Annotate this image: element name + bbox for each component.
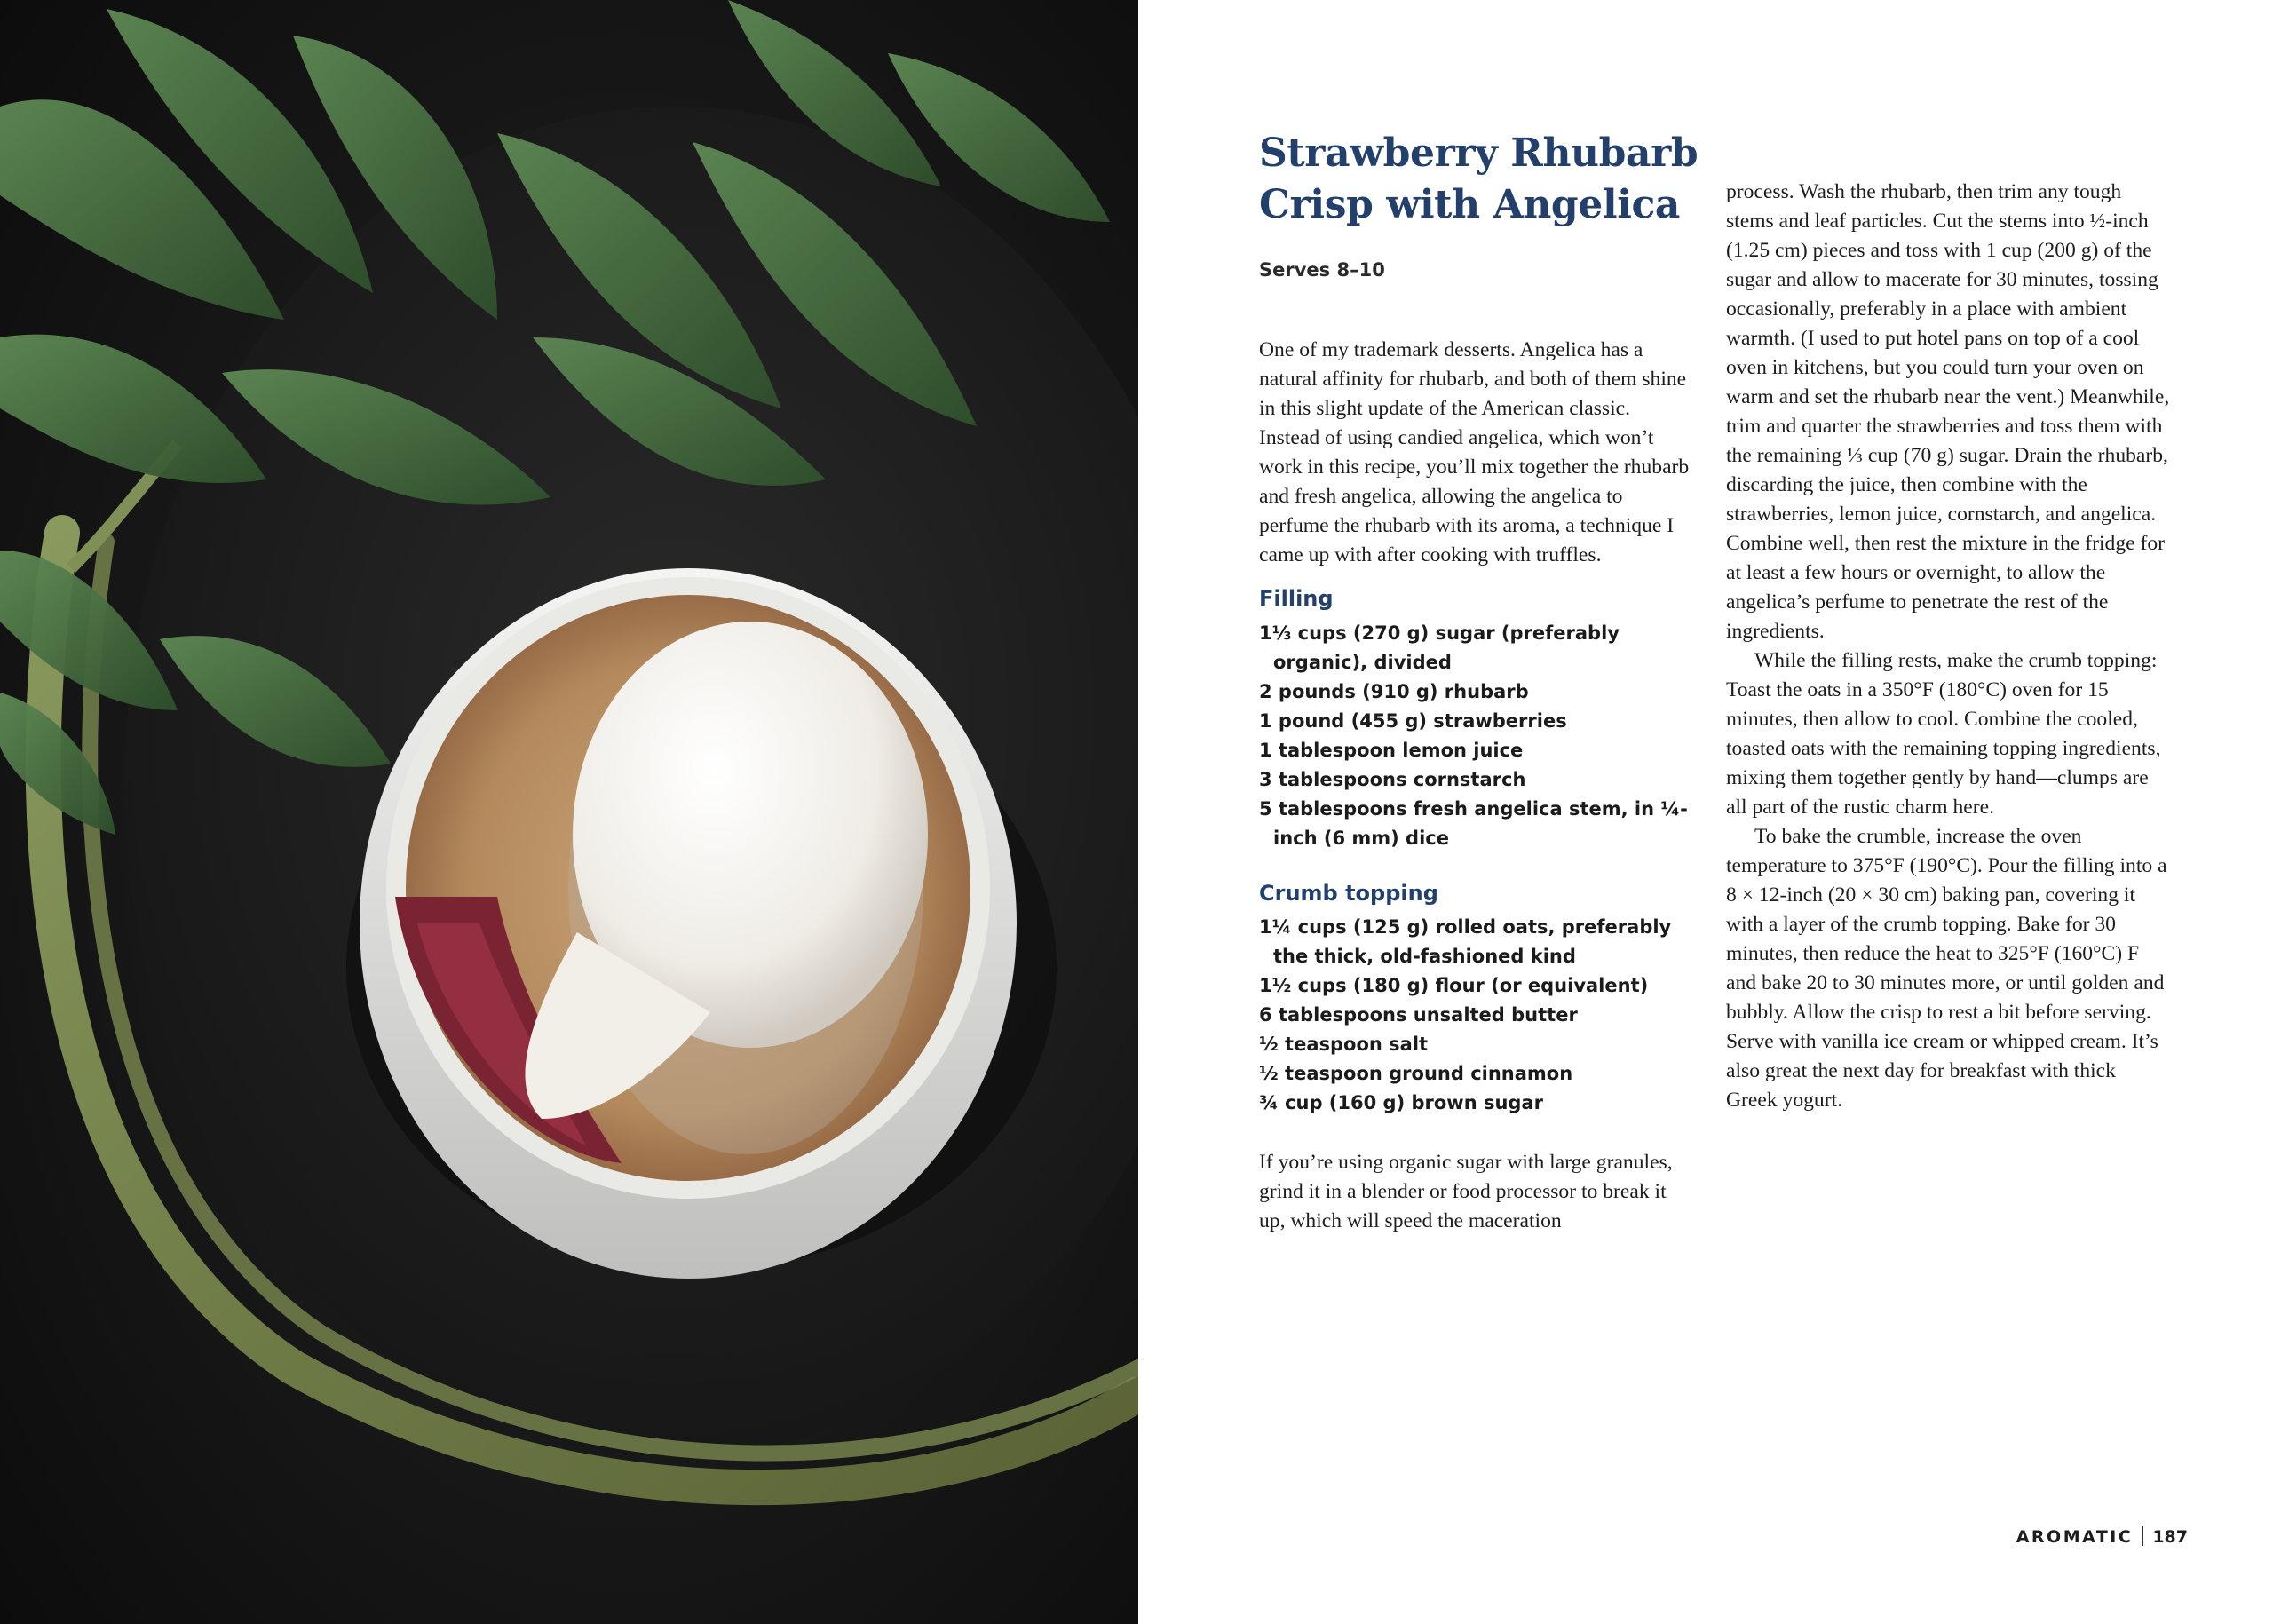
sugar-note: If you’re using organic sugar with large granules, grind it in a blender or food processor to break it up, which will speed the maceration [1259, 1151, 1673, 1232]
ingredient-item: 6 tablespoons unsalted butter [1259, 1004, 1578, 1026]
recipe-title [1259, 128, 1721, 231]
ingredient-item: 2 pounds (910 g) rhubarb [1259, 681, 1529, 702]
section-name: AROMATIC [2016, 1527, 2134, 1547]
crumb-topping-heading: Crumb topping [1259, 881, 1438, 906]
title-line-2: Crisp with Angelica [1259, 182, 1681, 227]
ingredient-item: 1½ cups (180 g) flour (or equivalent) [1259, 975, 1649, 996]
ingredient-item: 1 pound (455 g) strawberries [1259, 710, 1567, 732]
ingredient-item: 1⅓ cups (270 g) sugar (preferably organic), divided [1259, 622, 1620, 673]
page-number: 187 [2152, 1527, 2188, 1547]
title-line-1: Strawberry Rhubarb [1259, 131, 1699, 176]
ingredient-item: 1 tablespoon lemon juice [1259, 740, 1524, 761]
method-text [1726, 178, 2170, 1115]
ingredient-item: 1¼ cups (125 g) rolled oats, preferably the thick, old-fashioned kind [1259, 916, 1672, 967]
ingredient-item: ½ teaspoon salt [1259, 1034, 1429, 1055]
filling-heading: Filling [1259, 586, 1334, 611]
filling-ingredients [1259, 619, 1694, 853]
footer-divider [2142, 1526, 2143, 1546]
method-paragraph-3: To bake the crumble, increase the oven temperature to 375°F (190°C). Pour the filling into a 8 × 12-inch (20 × 30 cm) baking pan, covering it with a layer of the crumb topping. Bake for 30 minutes, then reduce the heat to 325°F (160°C) F and bake 20 to 30 minutes more, or until golden and bubbly. Allow the crisp to rest a bit before serving. Serve with vanilla ice cream or whipped cream. It’s also great the next day for breakfast with thick Greek yogurt. [1726, 825, 2167, 1112]
ingredient-item: 3 tablespoons cornstarch [1259, 769, 1526, 790]
ingredient-item: 5 tablespoons fresh angelica stem, in ¼-inch (6 mm) dice [1259, 798, 1688, 849]
ingredient-item: ¾ cup (160 g) brown sugar [1259, 1092, 1543, 1113]
ingredient-item: ½ teaspoon ground cinnamon [1259, 1063, 1573, 1084]
recipe-page [1138, 0, 2273, 1624]
method-paragraph-2: While the filling rests, make the crumb topping: Toast the oats in a 350°F (180°C) oven for 15 minutes, then allow to cool. Combine the cooled, toasted oats with the remaining topping ingredients, mixing them together gently by hand—clumps are all part of the rustic charm here. [1726, 649, 2161, 819]
serves-label: Serves 8–10 [1259, 259, 1385, 281]
page-footer [2016, 1526, 2188, 1547]
method-paragraph-1: process. Wash the rhubarb, then trim any tough stems and leaf particles. Cut the stems into ½-inch (1.25 cm) pieces and toss with 1 cup (200 g) of the sugar and allow to macerate for 30 minutes, tossing occasionally, preferably in a place with ambient warmth. (I used to put hotel pans on top of a cool oven in kitchens, but you could turn your oven on warm and set the rhubarb near the vent.) Meanwhile, trim and quarter the strawberries and toss them with the remaining ⅓ cup (70 g) sugar. Drain the rhubarb, discarding the juice, then combine with the strawberries, lemon juice, cornstarch, and angelica. Combine well, then rest the mixture in the fridge for at least a few hours or overnight, to allow the angelica’s perfume to penetrate the rest of the ingredients. [1726, 180, 2170, 643]
recipe-intro: One of my trademark desserts. Angelica has a natural affinity for rhubarb, and both of them shine in this slight update of the American classic. Instead of using candied angelica, which won’t work in this recipe, you’ll mix together the rhubarb and fresh angelica, allowing the angelica to perfume the rhubarb with its aroma, a technique I came up with after cooking with truffles. [1259, 338, 1690, 566]
crumb-ingredients [1259, 913, 1694, 1118]
